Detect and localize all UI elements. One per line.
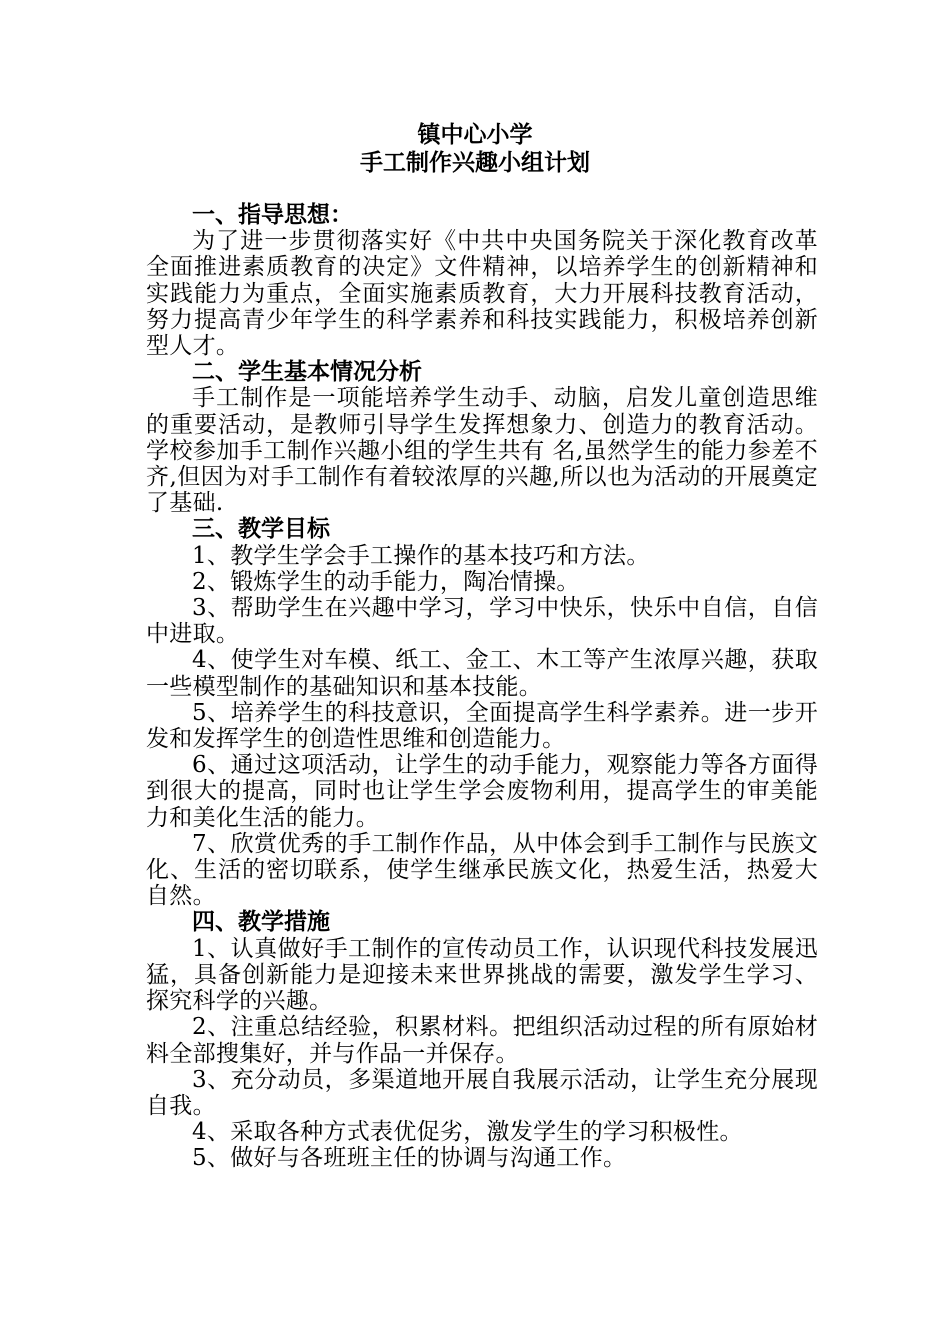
goal-item: 6、通过这项活动，让学生的动手能力，观察能力等各方面得到很大的提高，同时也让学生学会废物利用，提高学生的审美能力和美化生活的能力。 — [146, 752, 818, 831]
plan-title: 手工制作兴趣小组计划 — [360, 150, 590, 176]
goal-item: 3、帮助学生在兴趣中学习，学习中快乐，快乐中自信，自信中进取。 — [146, 595, 818, 648]
goal-item: 4、使学生对车模、纸工、金工、木工等产生浓厚兴趣，获取一些模型制作的基础知识和基本技能。 — [146, 647, 818, 700]
goal-item: 5、培养学生的科技意识，全面提高学生科学素养。进一步开发和发挥学生的创造性思维和创造能力。 — [146, 699, 818, 753]
document-body — [146, 202, 818, 1172]
section-heading: 四、教学措施 — [192, 909, 330, 936]
measure-item: 2、注重总结经验，积累材料。把组织活动过程的所有原始材料全部搜集好，并与作品一并保存。 — [146, 1014, 818, 1067]
paragraph: 手工制作是一项能培养学生动手、动脑，启发儿童创造思维的重要活动，是教师引导学生发挥想象力、创造力的教育活动。学校参加手工制作兴趣小组的学生共有 名,虽然学生的能力参差不齐,但因为对手工制作有着较浓厚的兴趣,所以也为活动的开展奠定了基础. — [146, 385, 818, 517]
school-name: 镇中心小学 — [417, 122, 533, 148]
measure-item: 5、做好与各班班主任的协调与沟通工作。 — [192, 1145, 627, 1172]
paragraph: 为了进一步贯彻落实好《中共中央国务院关于深化教育改革全面推进素质教育的决定》文件精神，以培养学生的创新精神和实践能力为重点，全面实施素质教育，大力开展科技教育活动，努力提高青少年学生的科学素养和科技实践能力，积极培养创新型人才。 — [146, 228, 818, 360]
section-heading: 三、教学目标 — [192, 516, 330, 543]
section-heading: 二、学生基本情况分析 — [192, 359, 422, 386]
measure-item: 1、认真做好手工制作的宣传动员工作，认识现代科技发展迅猛，具备创新能力是迎接未来世界挑战的需要，激发学生学习、探究科学的兴趣。 — [146, 935, 818, 1015]
measure-item: 4、采取各种方式表优促劣，激发学生的学习积极性。 — [192, 1119, 743, 1146]
goal-item: 2、锻炼学生的动手能力，陶冶情操。 — [192, 568, 580, 595]
section-heading: 一、指导思想： — [192, 202, 353, 228]
goal-item: 1、教学生学会手工操作的基本技巧和方法。 — [192, 542, 650, 569]
goal-item: 7、欣赏优秀的手工制作作品，从中体会到手工制作与民族文化、生活的密切联系，使学生继承民族文化，热爱生活，热爱大自然。 — [146, 830, 818, 910]
measure-item: 3、充分动员，多渠道地开展自我展示活动，让学生充分展现自我。 — [146, 1066, 818, 1119]
